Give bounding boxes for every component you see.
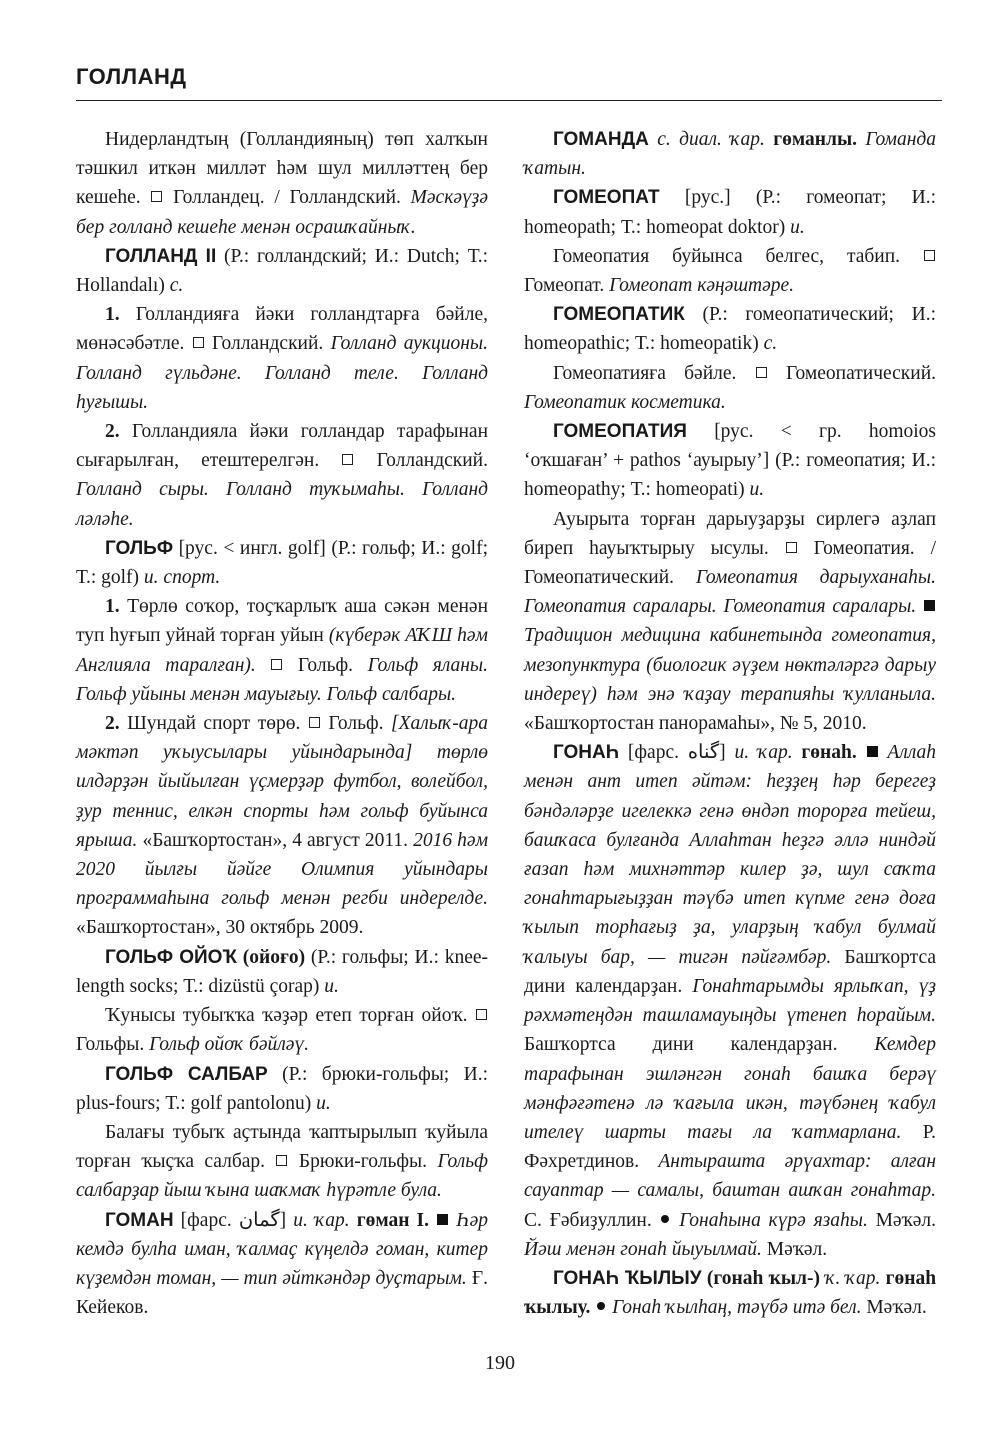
- usage-example: (күберәк АҠШ һәм Англияла таралған).: [76, 625, 488, 676]
- citation-source: «Башҡортостан», 30 октябрь 2009.: [76, 917, 364, 939]
- russian-equivalent: Брюки-гольфы.: [298, 1151, 428, 1173]
- citation-source: Р. Фәхретдинов.: [524, 1121, 936, 1173]
- russian-equivalent: Гомеопат.: [524, 275, 605, 297]
- usage-example: Гомеопат кәңәштәре.: [609, 275, 795, 297]
- page-number: 190: [485, 1352, 515, 1374]
- part-of-speech: и.: [316, 1092, 331, 1114]
- citation-marker-icon: [924, 600, 935, 611]
- translation-marker-icon: [924, 250, 935, 261]
- citation-source: Ғ. Кейеков.: [76, 1267, 489, 1319]
- translation-marker-icon: [476, 1009, 487, 1020]
- definition-paragraph: [76, 1118, 488, 1206]
- definition: Гомеопатияға бәйле.: [553, 362, 737, 384]
- russian-equivalent: Гольф.: [328, 713, 384, 735]
- header-rule: [76, 100, 942, 101]
- etymology: (Р.: гольфы; И.: knee-length socks; Т.: dizüstü çorap): [76, 946, 489, 997]
- translation-marker-icon: [786, 542, 797, 553]
- citation: Һәр кемдә булһа иман, ҡалмаҫ күңелдә гоман, китер күҙемдән томан, — тип әйткәндәр дуҫтарым.: [76, 1209, 489, 1289]
- headword: ГОМЕОПАТИЯ: [553, 421, 687, 443]
- citation-source: Башҡортса дини календарҙан.: [524, 946, 936, 997]
- part-of-speech: и.: [324, 975, 339, 997]
- definition: Балағы тубыҡ аҫтында ҡаптырылып ҡуйыла торған ҡыҫҡа салбар.: [76, 1121, 488, 1173]
- headword: ГОНАҺ: [553, 742, 620, 764]
- part-of-speech: с.: [169, 275, 184, 297]
- citation: Гонаһтарымды ярлыҡап, үҙ рәхмәтеңдән ташламауыңды үтенеп һорайым.: [524, 975, 936, 1027]
- proverb: Гонаһ ҡылһаң, тәүбә итә бел.: [612, 1297, 862, 1319]
- etymology: (Р.: брюки-гольфы; И.: plus-fours; Т.: golf pantolonu): [76, 1063, 489, 1114]
- usage-example: Мәскәүҙә бер голланд кешеһе менән осрашҡайныҡ.: [76, 187, 488, 238]
- citation-marker-icon: [437, 1214, 448, 1225]
- part-of-speech: и. ҡар.: [734, 742, 793, 764]
- entry-paragraph: [524, 417, 936, 505]
- part-of-speech: с.: [763, 333, 778, 355]
- etymology: (Р.: гомеопатический; И.: homeopathic; Т.: homeopatik): [524, 304, 936, 355]
- definition: Голландияла йәки голландар тарафынан сығарылған, етештерелгән.: [76, 421, 488, 472]
- etymology: (Р.: голландский; И.: Dutch; Т.: Hollandalı): [76, 245, 488, 297]
- usage-example: Гольф яланы. Гольф уйыны менән мауығыу. Гольф салбары.: [76, 654, 489, 705]
- citation: Кемдер тарафынан эшләнгән гонаһ башҡа берәү мәнфәғәтенә лә ҡағыла икән, тәүбәнең ҡабул ителеү шарты тағы ла ҡатмарлана.: [524, 1034, 936, 1143]
- definition: Шундай спорт төрө.: [127, 713, 301, 735]
- russian-equivalent: Голландец. / Голландский.: [173, 187, 401, 209]
- headword: ГОМАН: [105, 1209, 174, 1231]
- sense-paragraph: [76, 709, 488, 943]
- citation: 2016 һәм 2020 йылғы йәйге Олимпия уйындары программаһына гольф менән регби индерелде.: [76, 829, 489, 910]
- translation-marker-icon: [276, 1155, 287, 1166]
- cross-reference: гөнаһ.: [801, 742, 857, 764]
- citation-source: «Башҡортостан панорамаһы», № 5, 2010.: [524, 713, 867, 735]
- definition: Төрлө соҡор, тоҫҡарлыҡ аша сәкән менән туп һуғып уйнай торған уйын: [76, 596, 489, 647]
- russian-equivalent: Гомеопатический.: [785, 362, 937, 384]
- entry-paragraph: [76, 1206, 488, 1323]
- citation-source: С. Ғәбиҙуллин.: [524, 1209, 652, 1231]
- definition: Голландияға йәки голландтарға бәйле, мөнәсәбәтле.: [76, 304, 489, 355]
- definition: Ауырыта торған дарыуҙарҙы сирлегә аҙлап биреп һауыҡтырыу ысулы.: [524, 508, 936, 559]
- usage-example: Гоманда ҡатын.: [524, 129, 936, 180]
- part-of-speech: с. диал. ҡар.: [657, 129, 765, 150]
- headword: ГОЛЬФ ОЙОҠ: [105, 946, 237, 968]
- proverb: Йәш менән гонаһ йыуылмай.: [524, 1238, 762, 1260]
- cross-reference: гөман I.: [356, 1209, 430, 1231]
- cross-reference: гөманлы.: [773, 129, 858, 150]
- part-of-speech: и.: [749, 479, 765, 501]
- cross-reference: гөнаһ ҡылыу.: [524, 1267, 937, 1319]
- sense-paragraph: [76, 300, 488, 417]
- definition-paragraph: [76, 1001, 488, 1059]
- usage-example: Голланд сыры. Голланд туҡымаһы. Голланд ләләһе.: [76, 479, 488, 530]
- etymology: [фарс. گمان]: [180, 1209, 287, 1231]
- sense-number: 2.: [105, 421, 120, 443]
- definition: Нидерландтың (Голландияның) төп халҡын тәшкил иткән милләт һәм шул милләттең бер кешеһе.: [76, 129, 488, 209]
- usage-example: Гольф ойоҡ бәйләү.: [149, 1034, 310, 1056]
- entry-paragraph: [524, 1264, 936, 1322]
- entry-paragraph: [76, 1060, 488, 1118]
- entry-paragraph: [76, 125, 488, 242]
- proverb-source: Мәҡәл.: [766, 1238, 828, 1260]
- russian-equivalent: Гольфы.: [76, 1034, 145, 1056]
- part-of-speech: ҡ. ҡар.: [825, 1267, 881, 1289]
- sense-paragraph: [76, 592, 488, 709]
- translation-marker-icon: [193, 337, 204, 348]
- definition-paragraph: [524, 359, 936, 417]
- sense-paragraph: [76, 417, 488, 534]
- citation: [Халыҡ-ара мәктәп уҡыусылары уйындарында] төрлө илдәрҙән йыйылған үҫмерҙәр футбол, волейбол, ҙур теннис, елкән спорты һәм гольф буйынса ярыша.: [76, 713, 488, 851]
- citation-marker-icon: [867, 746, 878, 757]
- usage-example: Голланд аукционы. Голланд гүльдәне. Голланд теле. Голланд һуғышы.: [76, 333, 488, 413]
- headword-form: (ойоғо): [242, 946, 306, 968]
- sense-number: 1.: [105, 596, 120, 618]
- translation-marker-icon: [309, 717, 320, 728]
- sense-number: 2.: [105, 713, 120, 735]
- part-of-speech: и.: [790, 216, 805, 238]
- etymology: [фарс. گناه]: [627, 742, 726, 764]
- translation-marker-icon: [756, 367, 767, 378]
- sense-number: 1.: [105, 304, 120, 326]
- translation-marker-icon: [271, 659, 282, 670]
- entry-paragraph: [76, 943, 488, 1001]
- right-column: [524, 125, 936, 1322]
- definition-paragraph: [524, 505, 936, 739]
- usage-example: Гольф салбарҙар йыш ҡына шаҡмаҡ һүрәтле була.: [76, 1151, 489, 1202]
- etymology: [рус. < гр. homoios ‘оҡшаған’ + pathos ‘ауырыу’] (Р.: гомеопатия; И.: homeopathy; Т.: homeopati): [524, 421, 936, 501]
- headword: ГОЛЬФ САЛБАР: [105, 1063, 268, 1085]
- definition-paragraph: [524, 242, 936, 300]
- headword: ГОМЕОПАТИК: [553, 304, 685, 326]
- definition: Гомеопатия буйынса белгес, табип.: [553, 245, 901, 267]
- translation-marker-icon: [151, 191, 162, 202]
- russian-equivalent: Гомеопатия. / Гомеопатический.: [524, 537, 936, 589]
- headword-form: (гонаһ ҡыл-): [706, 1267, 820, 1289]
- headword: ГОНАҺ ҠЫЛЫУ: [553, 1267, 702, 1289]
- usage-example: Гомеопатик косметика.: [524, 391, 726, 413]
- headword: ГОЛЬФ: [105, 537, 174, 559]
- usage-example: Гомеопатия дарыуханаһы. Гомеопатия саралары. Гомеопатия саралары.: [524, 567, 937, 618]
- entry-paragraph: [524, 183, 936, 241]
- entry-paragraph: [524, 738, 936, 1264]
- citation-source: Башҡортса дини календарҙан.: [524, 1034, 838, 1056]
- entry-paragraph: [524, 300, 936, 358]
- translation-marker-icon: [342, 454, 353, 465]
- proverb-marker-icon: [597, 1302, 605, 1310]
- citation: Антыраштa әрүахтар: алған сауаптар — самалы, баштан ашҡан гонаһтар.: [524, 1151, 936, 1202]
- russian-equivalent: Гольф.: [297, 654, 354, 676]
- etymology: [рус. < ингл. golf] (Р.: гольф; И.: golf; Т.: golf): [76, 537, 489, 589]
- citation: Традицион медицина кабинетында гомеопатия, мезопунктура (биологик әүҙем нөктәләргә дарыу индереү) һәм энә ҡаҙау терапияһы ҡулланыла.: [524, 625, 936, 705]
- russian-equivalent: Голландский.: [211, 333, 324, 355]
- entry-paragraph: [76, 534, 488, 592]
- part-of-speech: и. ҡар.: [293, 1209, 350, 1231]
- entry-paragraph: [524, 125, 936, 183]
- entry-paragraph: [76, 242, 488, 300]
- citation-source: «Башҡортостан», 4 август 2011.: [142, 829, 409, 851]
- left-column: [76, 125, 488, 1322]
- headword: ГОМАНДА: [553, 129, 649, 150]
- proverb-marker-icon: [661, 1215, 669, 1223]
- etymology: [рус.] (Р.: гомеопат; И.: homeopath; Т.: homeopat doktor): [524, 187, 936, 238]
- russian-equivalent: Голландский.: [376, 450, 488, 472]
- part-of-speech: и. спорт.: [143, 567, 221, 589]
- proverb-source: Мәҡәл.: [866, 1297, 927, 1319]
- definition: Ҡунысы тубыҡҡа ҡәҙәр етеп торған ойоҡ.: [105, 1005, 468, 1027]
- proverb: Гонаһына күрә язаһы.: [679, 1209, 868, 1231]
- citation: Аллаһ менән ант итеп әйтәм: һеҙҙең һәр берегеҙ бәндәләрҙе игелеккә генә өндәп торорға тейеш, башҡаса булғанда Аллаһтан һеҙгә әллә ниндәй ғазап һәм михнәттәр килер ҙә, шул саҡта гонаһтарығыҙҙан тәүбә итеп күпме генә доға ҡылып торһағыҙ ҙа, уларҙың ҡабул булмай ҡалыуы бар, — тигән пәйғәмбәр.: [524, 742, 937, 968]
- headword: ГОЛЛАНД II: [105, 245, 217, 267]
- running-head: ГОЛЛАНД: [76, 64, 187, 89]
- proverb-source: Мәҡәл.: [875, 1209, 936, 1231]
- headword: ГОМЕОПАТ: [553, 187, 660, 209]
